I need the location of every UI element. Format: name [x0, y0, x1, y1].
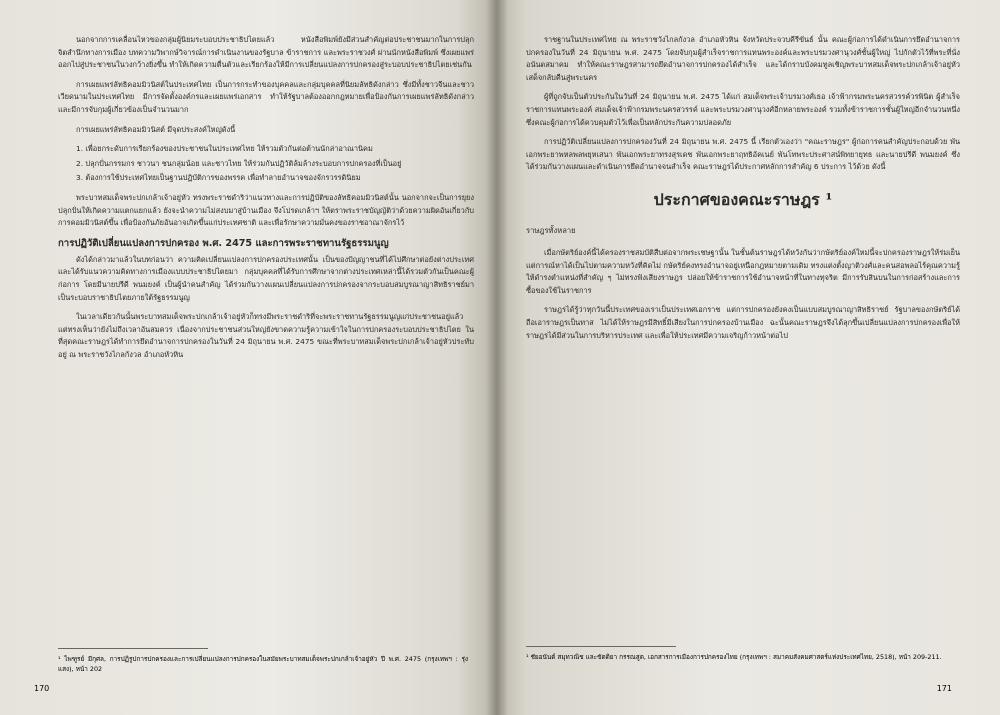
list-item: 1. เพื่อยกระดับการเรียกร้องของประชาชนในประเทศไทย ให้รวมตัวกันต่อต้านนักล่าอาณานิคม: [76, 144, 373, 154]
footnote-text: ¹ ชัยอนันต์ สมุทวณิช และขัตติยา กรรณสูต, เอกสารการเมืองการปกครองไทย (กรุงเทพฯ : สมาคมสังคมศาสตร์แห่งประเทศไทย, 2518), หน้า 209-211.: [526, 653, 942, 661]
footnote-divider: [58, 648, 208, 649]
paragraph: ผู้ที่ถูกจับเป็นตัวประกันในวันที่ 24 มิถุนายน พ.ศ. 2475 ได้แก่ สมเด็จพระเจ้าบรมวงศ์เธอ เจ้าฟ้ากรมพระนครสวรรค์วรพินิต ผู้สำเร็จราชการแทนพระองค์ สมเด็จเจ้าฟ้ากรมพระนครสวรรค์ และพระบรมวงศานุวงศ์อีกหลายพระองค์ รวมทั้งข้าราชการชั้นผู้ใหญ่อีกจำนวนหนึ่ง ซึ่งคณะผู้ก่อการได้ควบคุมตัวไว้เพื่อเป็นหลักประกันความปลอดภัย: [526, 92, 960, 127]
paragraph: ดังได้กล่าวมาแล้วในบทก่อนว่า ความคิดเปลี่ยนแปลงการปกครองประเทศนั้น เป็นของปัญญาชนที่ได้ไปศึกษาต่อยังต่างประเทศ และได้รับแนวความคิดทางการเมืองแบบประชาธิปไตยมา กลุ่มบุคคลที่ได้รับการศึกษาจากต่างประเทศเหล่านี้ได้รวมตัวกันเป็นคณะผู้ก่อการ โดยมีนายปรีดี พนมยงค์ เป็นผู้นำคนสำคัญ ได้ร่วมกันวางแผนเปลี่ยนแปลงการปกครองจากระบอบสมบูรณาญาสิทธิราชย์มาเป็นระบอบราชาธิปไตยภายใต้รัฐธรรมนูญ: [58, 254, 474, 302]
paragraph: ราชฐานในประเทศไทย ณ พระราชวังไกลกังวล อำเภอหัวหิน จังหวัดประจวบคีรีขันธ์ นั้น คณะผู้ก่อการได้ดำเนินการยึดอำนาจการปกครองในวันที่ 24 มิถุนายน พ.ศ. 2475 โดยจับกุมผู้สำเร็จราชการแทนพระองค์และพระบรมวงศานุวงศ์ชั้นผู้ใหญ่ ไปกักตัวไว้ที่พระที่นั่งอนันตสมาคม ทำให้คณะราษฎรสามารถยึดอำนาจการปกครองได้สำเร็จ และได้กราบบังคมทูลเชิญพระบาทสมเด็จพระปกเกล้าเจ้าอยู่หัวเสด็จกลับคืนสู่พระนคร: [526, 35, 960, 82]
left-page: [0, 0, 496, 715]
left-footnote: [58, 648, 468, 674]
paragraph: การเผยแพร่ลัทธิคอมมิวนิสต์ มีจุดประสงค์ใหญ่ดังนี้: [76, 124, 236, 134]
book-gutter: [486, 0, 508, 715]
paragraph: การปฏิวัติเปลี่ยนแปลงการปกครองวันที่ 24 มิถุนายน พ.ศ. 2475 นี้ เรียกตัวเองว่า "คณะราษฎร" ผู้ก่อการคนสำคัญประกอบด้วย พันเอกพระยาพหลพลพยุหเสนา พันเอกพระยาทรงสุรเดช พันเอกพระยาฤทธิอัคเนย์ พันโทพระประศาสน์พิทยายุทธ และนายปรีดี พนมยงค์ ซึ่งได้ร่วมกันวางแผนและดำเนินการยึดอำนาจจนสำเร็จ คณะราษฎรได้ประกาศหลักการสำคัญ 6 ประการ ไว้ด้วย ดังนี้: [526, 137, 960, 172]
paragraph: นอกจากการเคลื่อนไหวของกลุ่มผู้นิยมระบอบประชาธิปไตยแล้ว หนังสือพิมพ์ยังมีส่วนสำคัญต่อประชาชนมากในการปลุกจิตสำนึกทางการเมือง บทความวิพากษ์วิจารณ์การดำเนินงานของรัฐบาล ข้าราชการ และพระราชวงศ์ ผ่านนักหนังสือพิมพ์ ซึ่งเผยแพร่ออกไปสู่ประชาชนในวงกว้างยิ่งขึ้น ทำให้เกิดความตื่นตัวและเรียกร้องให้มีการเปลี่ยนแปลงการปกครองสู่ระบอบประชาธิปไตยเช่นกัน: [58, 35, 474, 70]
page-number-right: 171: [936, 684, 952, 693]
paragraph: ในเวลาเดียวกันนั้นพระบาทสมเด็จพระปกเกล้าเจ้าอยู่หัวก็ทรงมีพระราชดำริที่จะพระราชทานรัฐธรรมนูญแก่ประชาชนอยู่แล้ว แต่ทรงเห็นว่ายังไม่ถึงเวลาอันสมควร เนื่องจากประชาชนส่วนใหญ่ยังขาดความรู้ความเข้าใจในการปกครองระบอบประชาธิปไตย ในที่สุดคณะราษฎรได้ทำการยึดอำนาจการปกครองในวันที่ 24 มิถุนายน พ.ศ. 2475 ขณะที่พระบาทสมเด็จพระปกเกล้าเจ้าอยู่หัวประทับอยู่ ณ พระราชวังไกลกังวล อำเภอหัวหิน: [58, 312, 474, 359]
footnote-text: ¹ ไพฑูรย์ มีกุศล, การปฏิรูปการปกครองและการเปลี่ยนแปลงการปกครองในสมัยพระบาทสมเด็จพระปกเกล้าเจ้าอยู่หัว ปี พ.ศ. 2475 (กรุงเทพฯ : รุ่งแสง), หน้า 202: [58, 655, 468, 673]
paragraph: พระบาทสมเด็จพระปกเกล้าเจ้าอยู่หัว ทรงพระราชดำริว่าแนวทางและการปฏิบัติของลัทธิคอมมิวนิสต์นั้น นอกจากจะเป็นการยุยงปลุกปั่นให้เกิดความแตกแยกแล้ว ยังจะนำความไม่สงบมาสู่บ้านเมือง จึงโปรดเกล้าฯ ให้ตราพระราชบัญญัติว่าด้วยความผิดอันเกี่ยวกับการคอมมิวนิสต์ขึ้น เพื่อป้องกันภัยอันอาจเกิดขึ้นแก่ประเทศชาติ และเพื่อรักษาความมั่นคงของราชอาณาจักรไว้: [58, 192, 474, 228]
footnote-divider: [526, 646, 676, 647]
list-item: 2. ปลุกปั่นกรรมกร ชาวนา ชนกลุ่มน้อย และชาวไทย ให้ร่วมกันปฏิวัติล้มล้างระบอบการปกครองที่เป็นอยู่: [76, 158, 402, 168]
paragraph: เมื่อกษัตริย์องค์นี้ได้ครองราชสมบัติสืบต่อจากพระเชษฐานั้น ในชั้นต้นราษฎรได้หวังกันว่ากษัตริย์องค์ใหม่นี้จะปกครองราษฎรให้ร่มเย็น แต่การณ์หาได้เป็นไปตามความหวังที่คิดไม่ กษัตริย์คงทรงอำนาจอยู่เหนือกฎหมายตามเดิม ทรงแต่งตั้งญาติวงศ์และคนสอพลอไร้คุณความรู้ให้ดำรงตำแหน่งที่สำคัญ ๆ ไม่ทรงฟังเสียงราษฎร ปล่อยให้ข้าราชการใช้อำนาจหน้าที่ในทางทุจริต มีการรับสินบนในการก่อสร้างและการซื้อของใช้ในราชการ: [526, 247, 961, 295]
list-item: 3. ต้องการใช้ประเทศไทยเป็นฐานปฏิบัติการของพรรค เพื่อทำลายอำนาจของจักรวรรดินิยม: [76, 173, 361, 183]
right-footnote: [526, 646, 956, 662]
salutation: ราษฎรทั้งหลาย: [526, 225, 576, 235]
paragraph: ราษฎรได้รู้ว่าทุกวันนี้ประเทศของเราเป็นประเทศเอกราช แต่การปกครองยังคงเป็นแบบสมบูรณาญาสิทธิราชย์ รัฐบาลของกษัตริย์ได้ถือเอาราษฎรเป็นทาส ไม่ได้ให้ราษฎรมีสิทธิ์มีเสียงในการปกครองบ้านเมือง ฉะนั้นคณะราษฎรจึงได้ลุกขึ้นเปลี่ยนแปลงการปกครองเพื่อให้ราษฎรได้มีส่วนในการบริหารประเทศ และเพื่อให้ประเทศมีความเจริญก้าวหน้าต่อไป: [526, 305, 960, 340]
proclamation-heading: ประกาศของคณะราษฎร ¹: [653, 189, 833, 209]
left-intro-paragraphs: [58, 34, 474, 136]
paragraph: การเผยแพร่ลัทธิคอมมิวนิสต์ในประเทศไทย เป็นการกระทำของบุคคลและกลุ่มบุคคลที่นิยมลัทธิดังกล่าว ซึ่งมีทั้งชาวจีนและชาวเวียดนามในประเทศไทย มีการจัดตั้งองค์กรและเผยแพร่เอกสาร ทำให้รัฐบาลต้องออกกฎหมายเพื่อป้องกันการเผยแพร่ลัทธิดังกล่าว และมีการจับกุมผู้เกี่ยวข้องเป็นจำนวนมาก: [58, 79, 474, 114]
right-page: [496, 0, 1000, 715]
section-heading: การปฏิวัติเปลี่ยนแปลงการปกครอง พ.ศ. 2475 และการพระราชทานรัฐธรรมนูญ: [58, 237, 389, 249]
objectives-list: [58, 143, 474, 185]
page-number-left: 170: [34, 684, 50, 693]
